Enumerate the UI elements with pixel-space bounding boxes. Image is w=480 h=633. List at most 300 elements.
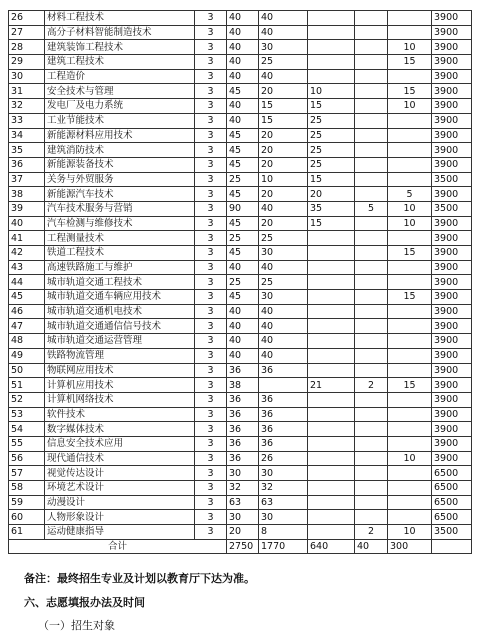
cell-fee: 3900 bbox=[432, 187, 472, 202]
cell-b bbox=[308, 481, 355, 496]
cell-no: 54 bbox=[9, 422, 45, 437]
cell-major: 高速铁路施工与维护 bbox=[45, 260, 195, 275]
cell-plan: 40 bbox=[227, 11, 259, 26]
cell-b: 20 bbox=[308, 187, 355, 202]
cell-fee: 3900 bbox=[432, 451, 472, 466]
cell-d bbox=[388, 143, 432, 158]
cell-fee: 3900 bbox=[432, 392, 472, 407]
cell-plan: 40 bbox=[227, 25, 259, 40]
cell-fee: 3900 bbox=[432, 436, 472, 451]
cell-b bbox=[308, 495, 355, 510]
cell-years: 3 bbox=[195, 40, 227, 55]
cell-fee: 3900 bbox=[432, 143, 472, 158]
cell-no: 53 bbox=[9, 407, 45, 422]
cell-c: 5 bbox=[355, 201, 388, 216]
cell-c bbox=[355, 422, 388, 437]
cell-major: 铁路物流管理 bbox=[45, 348, 195, 363]
table-row bbox=[9, 451, 472, 466]
cell-fee: 3900 bbox=[432, 84, 472, 99]
cell-d: 15 bbox=[388, 55, 432, 70]
cell-a: 40 bbox=[259, 260, 308, 275]
cell-d bbox=[388, 436, 432, 451]
table-row bbox=[9, 481, 472, 496]
cell-b bbox=[308, 451, 355, 466]
cell-b bbox=[308, 246, 355, 261]
cell-c bbox=[355, 84, 388, 99]
cell-d: 10 bbox=[388, 40, 432, 55]
cell-c: 2 bbox=[355, 378, 388, 393]
cell-fee: 3500 bbox=[432, 201, 472, 216]
cell-a: 30 bbox=[259, 290, 308, 305]
cell-c bbox=[355, 40, 388, 55]
cell-a: 10 bbox=[259, 172, 308, 187]
cell-a: 40 bbox=[259, 25, 308, 40]
cell-years: 3 bbox=[195, 392, 227, 407]
cell-c bbox=[355, 334, 388, 349]
cell-a: 30 bbox=[259, 40, 308, 55]
cell-plan: 45 bbox=[227, 143, 259, 158]
cell-major: 新能源装备技术 bbox=[45, 157, 195, 172]
cell-plan: 36 bbox=[227, 422, 259, 437]
table-row bbox=[9, 319, 472, 334]
table-row bbox=[9, 510, 472, 525]
cell-a: 40 bbox=[259, 11, 308, 26]
table-row bbox=[9, 334, 472, 349]
cell-plan: 45 bbox=[227, 246, 259, 261]
cell-major: 数字媒体技术 bbox=[45, 422, 195, 437]
cell-d: 10 bbox=[388, 525, 432, 540]
cell-no: 46 bbox=[9, 304, 45, 319]
cell-no: 61 bbox=[9, 525, 45, 540]
cell-fee: 3900 bbox=[432, 55, 472, 70]
table-row bbox=[9, 422, 472, 437]
cell-major: 安全技术与管理 bbox=[45, 84, 195, 99]
cell-years: 3 bbox=[195, 25, 227, 40]
cell-no: 35 bbox=[9, 143, 45, 158]
cell-c bbox=[355, 451, 388, 466]
cell-c bbox=[355, 510, 388, 525]
cell-plan: 40 bbox=[227, 319, 259, 334]
cell-d bbox=[388, 510, 432, 525]
cell-c bbox=[355, 290, 388, 305]
cell-plan: 40 bbox=[227, 40, 259, 55]
cell-major: 城市轨道交通运营管理 bbox=[45, 334, 195, 349]
cell-no: 32 bbox=[9, 99, 45, 114]
cell-no: 29 bbox=[9, 55, 45, 70]
cell-plan: 45 bbox=[227, 290, 259, 305]
subsection-heading: （一）招生对象 bbox=[38, 619, 115, 632]
cell-c bbox=[355, 275, 388, 290]
cell-no: 41 bbox=[9, 231, 45, 246]
cell-d bbox=[388, 481, 432, 496]
cell-plan: 45 bbox=[227, 128, 259, 143]
cell-years: 3 bbox=[195, 495, 227, 510]
cell-a: 36 bbox=[259, 363, 308, 378]
cell-c bbox=[355, 466, 388, 481]
cell-c bbox=[355, 187, 388, 202]
total-value: 1770 bbox=[259, 539, 308, 554]
cell-plan: 36 bbox=[227, 451, 259, 466]
cell-plan: 45 bbox=[227, 187, 259, 202]
cell-plan: 40 bbox=[227, 99, 259, 114]
cell-a: 40 bbox=[259, 348, 308, 363]
cell-d bbox=[388, 157, 432, 172]
cell-d: 10 bbox=[388, 201, 432, 216]
cell-major: 汽车技术服务与营销 bbox=[45, 201, 195, 216]
cell-fee: 3900 bbox=[432, 216, 472, 231]
cell-d bbox=[388, 11, 432, 26]
cell-a: 40 bbox=[259, 319, 308, 334]
cell-years: 3 bbox=[195, 422, 227, 437]
cell-fee: 3900 bbox=[432, 422, 472, 437]
cell-a: 20 bbox=[259, 128, 308, 143]
cell-b bbox=[308, 392, 355, 407]
cell-no: 40 bbox=[9, 216, 45, 231]
cell-plan: 40 bbox=[227, 348, 259, 363]
cell-b bbox=[308, 348, 355, 363]
cell-fee: 6500 bbox=[432, 466, 472, 481]
cell-d bbox=[388, 392, 432, 407]
cell-d: 15 bbox=[388, 378, 432, 393]
table-row bbox=[9, 216, 472, 231]
cell-c bbox=[355, 260, 388, 275]
cell-fee: 3500 bbox=[432, 525, 472, 540]
table-row bbox=[9, 11, 472, 26]
cell-d: 15 bbox=[388, 246, 432, 261]
cell-major: 软件技术 bbox=[45, 407, 195, 422]
cell-years: 3 bbox=[195, 290, 227, 305]
cell-plan: 40 bbox=[227, 55, 259, 70]
cell-fee: 3900 bbox=[432, 290, 472, 305]
cell-b: 35 bbox=[308, 201, 355, 216]
cell-no: 28 bbox=[9, 40, 45, 55]
cell-d bbox=[388, 69, 432, 84]
cell-plan: 45 bbox=[227, 84, 259, 99]
cell-a: 20 bbox=[259, 187, 308, 202]
cell-b bbox=[308, 25, 355, 40]
cell-years: 3 bbox=[195, 319, 227, 334]
cell-plan: 25 bbox=[227, 172, 259, 187]
cell-no: 55 bbox=[9, 436, 45, 451]
cell-years: 3 bbox=[195, 246, 227, 261]
cell-b bbox=[308, 363, 355, 378]
cell-c bbox=[355, 495, 388, 510]
cell-d bbox=[388, 348, 432, 363]
cell-plan: 63 bbox=[227, 495, 259, 510]
cell-b: 25 bbox=[308, 113, 355, 128]
cell-b bbox=[308, 275, 355, 290]
cell-a: 63 bbox=[259, 495, 308, 510]
cell-d bbox=[388, 363, 432, 378]
cell-c bbox=[355, 172, 388, 187]
cell-years: 3 bbox=[195, 69, 227, 84]
cell-c bbox=[355, 231, 388, 246]
table-row bbox=[9, 187, 472, 202]
cell-d bbox=[388, 334, 432, 349]
cell-major: 现代通信技术 bbox=[45, 451, 195, 466]
table-row bbox=[9, 275, 472, 290]
table-row bbox=[9, 246, 472, 261]
cell-a: 8 bbox=[259, 525, 308, 540]
cell-a: 15 bbox=[259, 99, 308, 114]
cell-years: 3 bbox=[195, 128, 227, 143]
section-heading: 六、志愿填报办法及时间 bbox=[24, 596, 145, 609]
cell-years: 3 bbox=[195, 55, 227, 70]
cell-c bbox=[355, 481, 388, 496]
table-row bbox=[9, 99, 472, 114]
cell-b bbox=[308, 290, 355, 305]
table-row bbox=[9, 495, 472, 510]
footnote: 备注：最终招生专业及计划以教育厅下达为准。 bbox=[24, 572, 255, 585]
cell-no: 27 bbox=[9, 25, 45, 40]
cell-years: 3 bbox=[195, 436, 227, 451]
table-row bbox=[9, 378, 472, 393]
cell-b: 25 bbox=[308, 128, 355, 143]
table-body bbox=[9, 11, 472, 554]
cell-plan: 36 bbox=[227, 363, 259, 378]
cell-d: 5 bbox=[388, 187, 432, 202]
cell-a: 20 bbox=[259, 143, 308, 158]
table-row bbox=[9, 436, 472, 451]
cell-d bbox=[388, 172, 432, 187]
cell-a: 26 bbox=[259, 451, 308, 466]
total-value: 40 bbox=[355, 539, 388, 554]
cell-a: 40 bbox=[259, 201, 308, 216]
cell-fee: 3900 bbox=[432, 113, 472, 128]
cell-years: 3 bbox=[195, 231, 227, 246]
cell-major: 信息安全技术应用 bbox=[45, 436, 195, 451]
cell-years: 3 bbox=[195, 525, 227, 540]
cell-years: 3 bbox=[195, 143, 227, 158]
cell-major: 建筑工程技术 bbox=[45, 55, 195, 70]
cell-c bbox=[355, 436, 388, 451]
cell-a: 25 bbox=[259, 55, 308, 70]
table-row bbox=[9, 525, 472, 540]
cell-d: 10 bbox=[388, 451, 432, 466]
cell-no: 36 bbox=[9, 157, 45, 172]
cell-a: 32 bbox=[259, 481, 308, 496]
cell-major: 工程测量技术 bbox=[45, 231, 195, 246]
cell-major: 汽车检测与维修技术 bbox=[45, 216, 195, 231]
cell-plan: 20 bbox=[227, 525, 259, 540]
cell-major: 城市轨道交通工程技术 bbox=[45, 275, 195, 290]
cell-d: 15 bbox=[388, 290, 432, 305]
table-row bbox=[9, 25, 472, 40]
cell-b: 25 bbox=[308, 143, 355, 158]
cell-b bbox=[308, 436, 355, 451]
cell-plan: 40 bbox=[227, 113, 259, 128]
cell-years: 3 bbox=[195, 510, 227, 525]
table-row bbox=[9, 128, 472, 143]
cell-no: 47 bbox=[9, 319, 45, 334]
cell-d: 10 bbox=[388, 216, 432, 231]
cell-fee: 3900 bbox=[432, 11, 472, 26]
cell-plan: 40 bbox=[227, 334, 259, 349]
cell-b: 15 bbox=[308, 216, 355, 231]
cell-b bbox=[308, 69, 355, 84]
cell-c bbox=[355, 407, 388, 422]
cell-a: 15 bbox=[259, 113, 308, 128]
table-row bbox=[9, 466, 472, 481]
cell-d bbox=[388, 466, 432, 481]
cell-a: 36 bbox=[259, 392, 308, 407]
cell-c bbox=[355, 69, 388, 84]
cell-b: 25 bbox=[308, 157, 355, 172]
table-row bbox=[9, 55, 472, 70]
total-value: 2750 bbox=[227, 539, 259, 554]
cell-a: 20 bbox=[259, 84, 308, 99]
cell-fee: 3900 bbox=[432, 319, 472, 334]
cell-years: 3 bbox=[195, 260, 227, 275]
cell-d bbox=[388, 128, 432, 143]
cell-c: 2 bbox=[355, 525, 388, 540]
cell-no: 58 bbox=[9, 481, 45, 496]
cell-major: 运动健康指导 bbox=[45, 525, 195, 540]
cell-major: 动漫设计 bbox=[45, 495, 195, 510]
cell-years: 3 bbox=[195, 113, 227, 128]
cell-plan: 25 bbox=[227, 275, 259, 290]
cell-years: 3 bbox=[195, 304, 227, 319]
table-row bbox=[9, 260, 472, 275]
cell-d bbox=[388, 231, 432, 246]
cell-plan: 30 bbox=[227, 466, 259, 481]
cell-d bbox=[388, 422, 432, 437]
cell-b: 21 bbox=[308, 378, 355, 393]
cell-b bbox=[308, 510, 355, 525]
table-row bbox=[9, 290, 472, 305]
table-row bbox=[9, 84, 472, 99]
cell-c bbox=[355, 128, 388, 143]
cell-plan: 40 bbox=[227, 69, 259, 84]
cell-major: 建筑装饰工程技术 bbox=[45, 40, 195, 55]
cell-a: 25 bbox=[259, 231, 308, 246]
cell-years: 3 bbox=[195, 99, 227, 114]
cell-c bbox=[355, 55, 388, 70]
cell-b bbox=[308, 334, 355, 349]
cell-plan: 36 bbox=[227, 436, 259, 451]
cell-no: 26 bbox=[9, 11, 45, 26]
cell-years: 3 bbox=[195, 201, 227, 216]
cell-years: 3 bbox=[195, 363, 227, 378]
cell-b bbox=[308, 319, 355, 334]
cell-major: 建筑消防技术 bbox=[45, 143, 195, 158]
cell-d bbox=[388, 25, 432, 40]
cell-b bbox=[308, 422, 355, 437]
cell-fee: 3900 bbox=[432, 69, 472, 84]
cell-no: 52 bbox=[9, 392, 45, 407]
cell-no: 42 bbox=[9, 246, 45, 261]
cell-plan: 45 bbox=[227, 157, 259, 172]
cell-major: 工业节能技术 bbox=[45, 113, 195, 128]
cell-plan: 36 bbox=[227, 392, 259, 407]
cell-years: 3 bbox=[195, 407, 227, 422]
cell-d bbox=[388, 304, 432, 319]
cell-no: 38 bbox=[9, 187, 45, 202]
cell-b bbox=[308, 40, 355, 55]
cell-fee: 3900 bbox=[432, 275, 472, 290]
cell-years: 3 bbox=[195, 348, 227, 363]
cell-fee: 3900 bbox=[432, 25, 472, 40]
cell-no: 51 bbox=[9, 378, 45, 393]
cell-a: 20 bbox=[259, 216, 308, 231]
cell-no: 33 bbox=[9, 113, 45, 128]
cell-years: 3 bbox=[195, 481, 227, 496]
total-value: 300 bbox=[388, 539, 432, 554]
cell-c bbox=[355, 143, 388, 158]
table-row bbox=[9, 40, 472, 55]
cell-plan: 32 bbox=[227, 481, 259, 496]
cell-plan: 30 bbox=[227, 510, 259, 525]
cell-c bbox=[355, 25, 388, 40]
cell-years: 3 bbox=[195, 172, 227, 187]
cell-a: 30 bbox=[259, 466, 308, 481]
cell-years: 3 bbox=[195, 11, 227, 26]
cell-no: 34 bbox=[9, 128, 45, 143]
cell-no: 48 bbox=[9, 334, 45, 349]
cell-major: 新能源材料应用技术 bbox=[45, 128, 195, 143]
cell-d bbox=[388, 407, 432, 422]
cell-plan: 45 bbox=[227, 216, 259, 231]
cell-fee: 3900 bbox=[432, 40, 472, 55]
cell-no: 56 bbox=[9, 451, 45, 466]
cell-c bbox=[355, 113, 388, 128]
cell-b bbox=[308, 55, 355, 70]
cell-years: 3 bbox=[195, 378, 227, 393]
cell-no: 31 bbox=[9, 84, 45, 99]
cell-c bbox=[355, 304, 388, 319]
cell-a: 20 bbox=[259, 157, 308, 172]
total-value: 640 bbox=[308, 539, 355, 554]
cell-major: 工程造价 bbox=[45, 69, 195, 84]
cell-fee: 6500 bbox=[432, 481, 472, 496]
cell-a: 30 bbox=[259, 246, 308, 261]
table-row bbox=[9, 113, 472, 128]
table-row bbox=[9, 304, 472, 319]
cell-fee: 3900 bbox=[432, 128, 472, 143]
table-total-row bbox=[9, 539, 472, 554]
cell-major: 城市轨道交通车辆应用技术 bbox=[45, 290, 195, 305]
cell-years: 3 bbox=[195, 157, 227, 172]
cell-fee: 3500 bbox=[432, 172, 472, 187]
cell-major: 关务与外贸服务 bbox=[45, 172, 195, 187]
cell-a: 36 bbox=[259, 436, 308, 451]
cell-fee: 3900 bbox=[432, 246, 472, 261]
cell-fee: 6500 bbox=[432, 495, 472, 510]
cell-a: 40 bbox=[259, 304, 308, 319]
cell-c bbox=[355, 246, 388, 261]
cell-d: 10 bbox=[388, 99, 432, 114]
cell-c bbox=[355, 216, 388, 231]
cell-d bbox=[388, 260, 432, 275]
cell-major: 计算机应用技术 bbox=[45, 378, 195, 393]
cell-a: 36 bbox=[259, 422, 308, 437]
table-row bbox=[9, 69, 472, 84]
cell-major: 物联网应用技术 bbox=[45, 363, 195, 378]
cell-a: 25 bbox=[259, 275, 308, 290]
cell-a bbox=[259, 378, 308, 393]
table-row bbox=[9, 157, 472, 172]
cell-fee: 3900 bbox=[432, 231, 472, 246]
cell-plan: 40 bbox=[227, 304, 259, 319]
cell-fee: 3900 bbox=[432, 334, 472, 349]
cell-years: 3 bbox=[195, 84, 227, 99]
table-row bbox=[9, 407, 472, 422]
cell-major: 材料工程技术 bbox=[45, 11, 195, 26]
cell-c bbox=[355, 157, 388, 172]
cell-major: 人物形象设计 bbox=[45, 510, 195, 525]
table-row bbox=[9, 172, 472, 187]
cell-no: 57 bbox=[9, 466, 45, 481]
